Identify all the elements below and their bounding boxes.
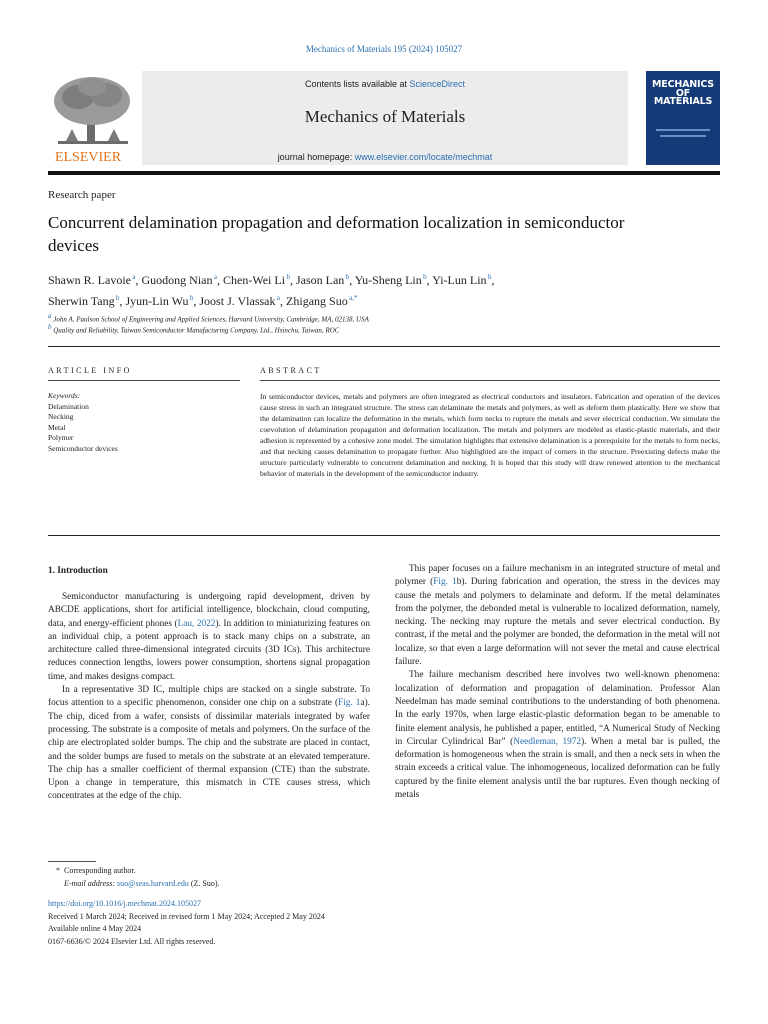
footnote-rule	[48, 861, 96, 862]
authors-line-2	[48, 289, 688, 310]
affiliation-a	[48, 312, 369, 323]
cover-title: MECHANICS OF MATERIALS	[652, 79, 714, 107]
affiliation-text: John A. Paulson School of Engineering and Applied Sciences, Harvard University, Cambridge, MA, 02138, USA	[53, 315, 369, 324]
keyword: Polymer	[48, 433, 74, 443]
online-date: Available online 4 May 2024	[48, 924, 142, 933]
keyword: Metal	[48, 422, 66, 432]
author-list	[48, 268, 688, 310]
cover-decoration	[656, 129, 710, 131]
paragraph	[395, 669, 720, 802]
abstract-rule	[260, 380, 720, 381]
masthead-banner	[142, 71, 628, 165]
contents-line	[142, 79, 628, 89]
affiliation-text: Quality and Reliability, Taiwan Semiconductor Manufacturing Company, Ltd., Hsinchu, Taiwan, ROC	[53, 326, 340, 335]
footnote-mark: *	[56, 866, 60, 875]
email-label: E-mail address:	[64, 879, 116, 888]
text-run: ). In addition to miniaturizing features on an individual chip, a potent approach is to stack many chips on a substrate, an architecture called three-dimensional integrated circuits (3D ICs). This architecture reduces connection lengths, lowers power consumption, shortens signal propagation time, and makes designs compact.	[48, 618, 370, 682]
homepage-link[interactable]: www.elsevier.com/locate/mechmat	[354, 152, 493, 162]
affiliation-mark: b	[48, 323, 52, 331]
author-affiliation-mark[interactable]: a	[212, 273, 218, 281]
author-name[interactable]: Zhigang Suo	[286, 294, 348, 308]
text-run: ). When a metal bar is pulled, the deformation is homogeneous when the strain is small, and then a neck sets in when the strain exceeds a critical value. The inhomogeneous, localized deformation can be fully captured by the finite element analysis until the bar ruptures. Even though necking of metals	[395, 736, 720, 801]
author-affiliation-mark[interactable]: b	[114, 294, 120, 302]
author-affiliation-mark[interactable]: b	[188, 294, 194, 302]
author-name[interactable]: Jason Lan	[295, 273, 345, 287]
author-affiliation-mark[interactable]: b	[285, 273, 290, 281]
text-run: In a representative 3D IC, multiple chips are stacked on a single substrate. To focus attention to a specific phenomenon, consider one chip on a substrate (	[48, 685, 370, 709]
article-type: Research paper	[48, 189, 116, 201]
corresponding-note	[56, 865, 136, 878]
author-name[interactable]: Sherwin Tang	[48, 294, 115, 308]
author-affiliation-mark[interactable]: b	[486, 273, 492, 281]
text-run: Semiconductor manufacturing is undergoing rapid development, driven by ABCDE applications, short for artificial intelligence, blockchain, cloud computing, data, and energy-efficient phones (	[48, 592, 370, 629]
contents-prefix: Contents lists available at	[304, 79, 410, 89]
info-rule-top	[48, 346, 720, 347]
author-name[interactable]: Shawn R. Lavoie	[48, 273, 131, 287]
journal-cover[interactable]	[646, 71, 720, 165]
journal-masthead	[48, 71, 628, 165]
text-run: This paper focuses on a failure mechanism in an integrated structure of metal and polymer (	[395, 564, 720, 588]
doi-link[interactable]: https://doi.org/10.1016/j.mechmat.2024.105027	[48, 899, 201, 908]
author-name[interactable]: Chen-Wei Li	[223, 273, 286, 287]
keyword: Necking	[48, 412, 74, 422]
author-name[interactable]: Jyun-Lin Wu	[125, 294, 189, 308]
section-heading: 1. Introduction	[48, 566, 108, 576]
email-note	[64, 878, 220, 891]
text-run: b). During fabrication and operation, the stress in the devices may cause the metals and polymers to delaminate and deform. If the metal delaminates from the polymer, the debonded metal is vulnerable to localized deformation, namely, necking. The necking may rupture the metals and sever electrical conduction. By contrast, if the metal and the polymer are bonded, the deformation in the metal will not localize, so that even a large deformation will not sever the metal and cause electrical failure.	[395, 577, 721, 668]
author-affiliation-mark[interactable]: b	[421, 273, 427, 281]
citation-link[interactable]: Needleman, 1972	[513, 736, 582, 747]
author-affiliation-mark[interactable]: b	[344, 273, 350, 281]
elsevier-logo[interactable]	[48, 71, 140, 165]
author-separator: ,	[280, 294, 287, 308]
keywords-block	[48, 391, 118, 455]
publisher-name: ELSEVIER	[54, 150, 122, 165]
journal-title: Mechanics of Materials	[304, 107, 466, 126]
authors-line-1	[48, 268, 688, 289]
received-dates: Received 1 March 2024; Received in revised form 1 May 2024; Accepted 2 May 2024	[48, 912, 325, 921]
author-separator: ,	[491, 273, 495, 287]
author-separator: ,	[289, 273, 296, 287]
info-rule-bottom	[48, 535, 720, 536]
paragraph	[48, 591, 370, 684]
text-run: a). The chip, diced from a wafer, consists of dissimilar materials integrated by wafer processing. The substrate is a composite of metals and polymers. On the surface of the chip are electroplated solder bumps. The chip and the substrate are placed in contact, and the solder bumps are fused to metals on the substrate at an elevated temperature. The chip has a smaller coefficient of thermal expansion (CTE) than the substrate. Upon a change in temperature, this mismatch in CTE causes stress, which concentrates at the edge of the chip.	[48, 698, 370, 802]
keyword: Delamination	[48, 401, 89, 411]
homepage-line	[142, 152, 628, 162]
author-name[interactable]: Yu-Sheng Lin	[354, 273, 422, 287]
abstract-heading: ABSTRACT	[260, 366, 322, 375]
footnote-text: Corresponding author.	[64, 866, 136, 875]
author-affiliation-mark[interactable]: a	[131, 273, 136, 281]
keywords-label: Keywords:	[48, 391, 81, 400]
article-info-rule	[48, 380, 240, 381]
author-affiliation-mark[interactable]: a	[275, 294, 281, 302]
cover-decoration	[660, 135, 706, 137]
keyword: Semiconductor devices	[48, 443, 118, 453]
homepage-prefix: journal homepage:	[277, 152, 355, 162]
header-rule	[48, 171, 720, 175]
journal-reference[interactable]: Mechanics of Materials 195 (2024) 105027	[305, 44, 463, 54]
article-title: Concurrent delamination propagation and deformation localization in semiconductor devices	[48, 213, 625, 255]
sciencedirect-link[interactable]: ScienceDirect	[409, 79, 466, 89]
figure-link[interactable]: Fig. 1	[433, 577, 457, 588]
copyright: 0167-6636/© 2024 Elsevier Ltd. All rights reserved.	[48, 937, 216, 946]
author-name[interactable]: Guodong Nian	[141, 273, 213, 287]
figure-link[interactable]: Fig. 1	[338, 698, 361, 709]
body-column-left	[48, 591, 370, 804]
affiliation-mark: a	[48, 312, 52, 320]
author-separator: ,	[135, 273, 142, 287]
paragraph	[395, 563, 720, 669]
email-suffix: (Z. Suo).	[188, 879, 220, 888]
author-separator: ,	[217, 273, 224, 287]
author-separator: ,	[119, 294, 126, 308]
affiliation-b	[48, 323, 339, 334]
text-run: The failure mechanism described here involves two well-known phenomena: localization of deformation and propagation of delamination. Professor Alan Needelman has made seminal contributions to the understanding of both phenomena. In the early 1970s, when large elastic-plastic deformation began to be amenable to finite element analysis, he published a paper, entitled, “A Numerical Study of Necking in Circular Cylindrical Bar” (	[395, 670, 720, 747]
author-name[interactable]: Joost J. Vlassak	[199, 294, 276, 308]
body-column-right	[395, 563, 720, 802]
author-separator: ,	[426, 273, 433, 287]
abstract-text: In semiconductor devices, metals and polymers are often integrated as electrical conductors and insulators. Fabrication and operation of the devices cause stress in such an integrated structure. The stress can delaminate the metals and polymers, as well as deform them plastically. Here we show that the delamination can localize the deformation in the metals, which form necks to rupture the metals and sever electrical conduction. We simulate the coevolution of delamination propagation and deformation localization. The metals and polymers are modeled as elastic-plastic materials, and their adhesion is represented by a cohesive zone model. The simulation highlights that extensive delamination is a prerequisite for the metals to form necks, and that necking causes delamination to propagate further. Also highlighted are the impact of corners in the structure. Preexisting defects make the structure particularly vulnerable to concurrent delamination and necking. It is hoped that this study will draw renewed attention to the mechanical behavior of materials in the development of the semiconductor industry.	[260, 392, 720, 478]
paragraph	[48, 684, 370, 804]
author-name[interactable]: Yi-Lun Lin	[432, 273, 487, 287]
citation-link[interactable]: Lau, 2022	[177, 618, 216, 629]
author-separator: ,	[193, 294, 200, 308]
author-separator: ,	[349, 273, 355, 287]
email-link[interactable]: suo@seas.harvard.edu	[117, 879, 189, 888]
article-info-heading: ARTICLE INFO	[48, 366, 132, 375]
author-affiliation-mark[interactable]: a,*	[347, 294, 358, 302]
